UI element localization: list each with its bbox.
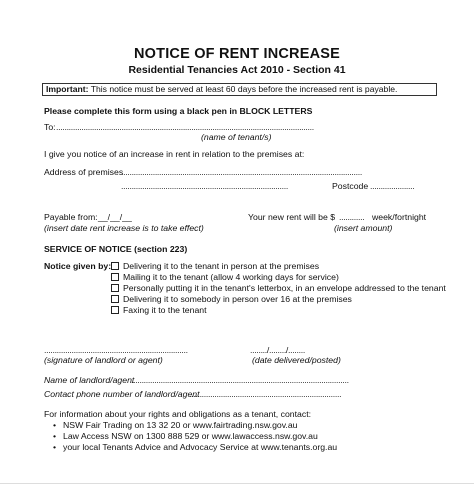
to-label: To: <box>44 122 56 132</box>
service-option[interactable]: Mailing it to the tenant (allow 4 working days for service) <box>111 272 446 283</box>
checkbox[interactable] <box>111 295 119 303</box>
landlord-name-field-line[interactable]: ....................................................................................................... <box>131 375 349 385</box>
payable-date-hint: (insert date rent increase is to take effect) <box>44 223 204 233</box>
payable-date-field[interactable]: __/__/__ <box>98 212 132 222</box>
service-option[interactable]: Personally putting it in the tenant's letterbox, in an envelope addressed to the tenant <box>111 283 446 294</box>
list-item: • Law Access NSW on 1300 888 529 or www.lawaccess.nsw.gov.au <box>53 431 318 441</box>
to-field-hint: (name of tenant/s) <box>201 132 272 142</box>
checkbox[interactable] <box>111 273 119 281</box>
important-notice-box <box>42 83 437 96</box>
info-contact-list <box>53 420 337 453</box>
payable-from-label: Payable from: <box>44 212 98 222</box>
service-option[interactable]: Delivering it to the tenant in person at the premises <box>111 261 446 272</box>
signature-hint: (signature of landlord or agent) <box>44 355 163 365</box>
notice-statement: I give you notice of an increase in rent in relation to the premises at: <box>44 149 305 159</box>
page-subtitle: Residential Tenancies Act 2010 - Section 41 <box>128 64 346 76</box>
info-intro: For information about your rights and obligations as a tenant, contact: <box>44 409 312 419</box>
address-label: Address of premises <box>44 167 124 177</box>
address-line-2[interactable]: ............................................................................... <box>121 181 288 191</box>
page-title: NOTICE OF RENT INCREASE <box>134 46 340 62</box>
signature-field-line[interactable]: .................................................................... <box>44 345 188 355</box>
checkbox[interactable] <box>111 284 119 292</box>
landlord-name-label: Name of landlord/agent <box>44 375 135 385</box>
instructions-text: Please complete this form using a black pen in BLOCK LETTERS <box>44 106 313 116</box>
checkbox[interactable] <box>111 306 119 314</box>
address-line-1[interactable]: .................................................................................................................. <box>121 167 362 177</box>
list-item: • your local Tenants Advice and Advocacy Service at www.tenants.org.au <box>53 442 338 452</box>
to-field-line[interactable]: .......................................................................................................................... <box>56 122 314 132</box>
service-option[interactable]: Delivering it to somebody in person over 16 at the premises <box>111 294 446 305</box>
service-options-list <box>111 261 446 316</box>
postcode-field-line[interactable]: ..................... <box>370 181 415 191</box>
date-delivered-hint: (date delivered/posted) <box>252 355 341 365</box>
new-rent-label: Your new rent will be $ <box>248 212 336 222</box>
service-option[interactable]: Faxing it to the tenant <box>111 305 446 316</box>
page-bottom-divider <box>0 483 474 484</box>
date-delivered-field[interactable]: ......../......../........ <box>250 345 305 355</box>
list-item: • NSW Fair Trading on 13 32 20 or www.fairtrading.nsw.gov.au <box>53 420 298 430</box>
landlord-phone-field-line[interactable]: ........................................................................ <box>189 389 342 399</box>
bullet-icon: • <box>53 420 57 430</box>
rent-period-label: week/fortnight <box>372 212 427 222</box>
service-heading: SERVICE OF NOTICE (section 223) <box>44 244 188 254</box>
notice-given-by-label: Notice given by: <box>44 261 112 271</box>
postcode-label: Postcode <box>332 181 369 191</box>
important-text: This notice must be served at least 60 days before the increased rent is payable. <box>88 84 398 94</box>
important-label: Important: <box>46 84 89 94</box>
bullet-icon: • <box>53 431 57 441</box>
new-rent-hint: (insert amount) <box>334 223 393 233</box>
new-rent-amount-field[interactable]: ............ <box>339 212 365 222</box>
checkbox[interactable] <box>111 262 119 270</box>
landlord-phone-label: Contact phone number of landlord/agent <box>44 389 200 399</box>
bullet-icon: • <box>53 442 57 452</box>
